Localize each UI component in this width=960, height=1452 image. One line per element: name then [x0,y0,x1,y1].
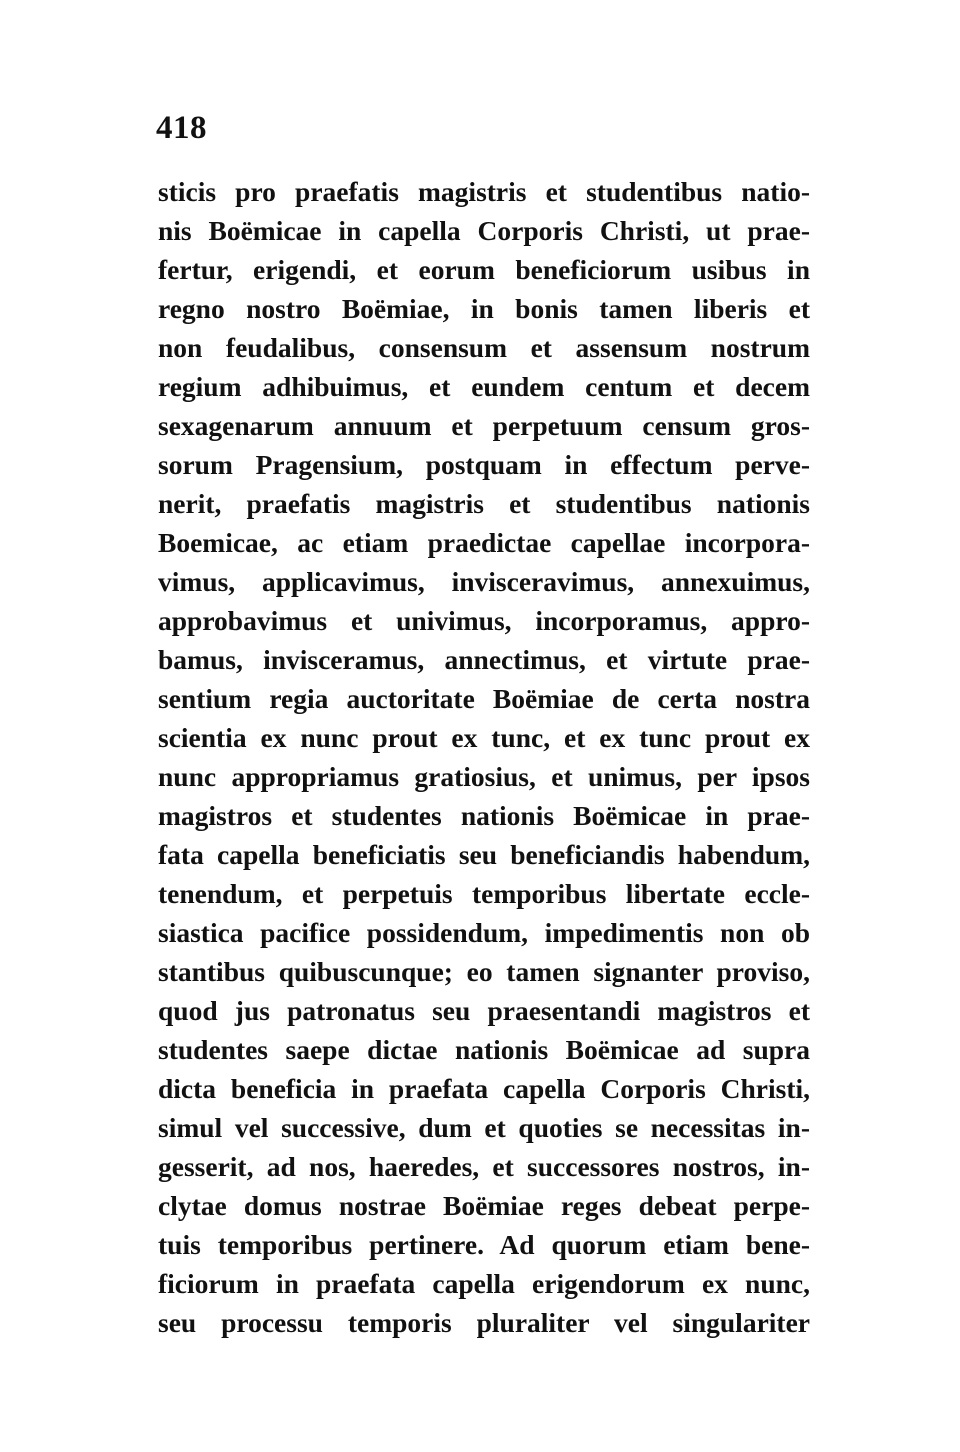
text-line: magistros et studentes nationis Boëmicae in prae- [158,800,810,831]
text-line: studentes saepe dictae nationis Boëmicae ad supra [158,1034,810,1065]
text-line: nerit, praefatis magistris et studentibus nationis [158,488,810,519]
text-line: regium adhibuimus, et eundem centum et decem [158,371,810,402]
page-number: 418 [156,110,207,146]
text-line: scientia ex nunc prout ex tunc, et ex tunc prout ex [158,722,810,753]
text-line: nunc appropriamus gratiosius, et unimus, per ipsos [158,761,810,792]
text-line: quod jus patronatus seu praesentandi magistros et [158,995,810,1026]
text-line: siastica pacifice possidendum, impedimentis non ob [158,917,810,948]
text-line: vimus, applicavimus, invisceravimus, annexuimus, [158,566,810,597]
text-line: dicta beneficia in praefata capella Corporis Christi, [158,1073,810,1104]
text-line: regno nostro Boëmiae, in bonis tamen liberis et [158,293,810,324]
text-line: sexagenarum annuum et perpetuum censum gros- [158,410,810,441]
text-line: nis Boëmicae in capella Corporis Christi, ut prae- [158,215,810,246]
text-line: clytae domus nostrae Boëmiae reges debeat perpe- [158,1190,810,1221]
text-line: bamus, invisceramus, annectimus, et virtute prae- [158,644,810,675]
text-line: tenendum, et perpetuis temporibus libertate eccle- [158,878,810,909]
text-line: non feudalibus, consensum et assensum nostrum [158,332,810,363]
text-line: fertur, erigendi, et eorum beneficiorum usibus in [158,254,810,285]
text-line: sentium regia auctoritate Boëmiae de certa nostra [158,683,810,714]
text-line: ficiorum in praefata capella erigendorum ex nunc, [158,1268,810,1299]
text-line: sorum Pragensium, postquam in effectum perve- [158,449,810,480]
text-line: seu processu temporis pluraliter vel singulariter [158,1307,810,1338]
text-line: gesserit, ad nos, haeredes, et successores nostros, in- [158,1151,810,1182]
text-line: Boemicae, ac etiam praedictae capellae incorpora- [158,527,810,558]
text-line: tuis temporibus pertinere. Ad quorum etiam bene- [158,1229,810,1260]
text-line: approbavimus et univimus, incorporamus, appro- [158,605,810,636]
text-line: simul vel successive, dum et quoties se necessitas in- [158,1112,810,1143]
text-line: sticis pro praefatis magistris et studentibus natio- [158,176,810,207]
body-text [158,172,810,1342]
text-line: fata capella beneficiatis seu beneficiandis habendum, [158,839,810,870]
text-line: stantibus quibuscunque; eo tamen signanter proviso, [158,956,810,987]
